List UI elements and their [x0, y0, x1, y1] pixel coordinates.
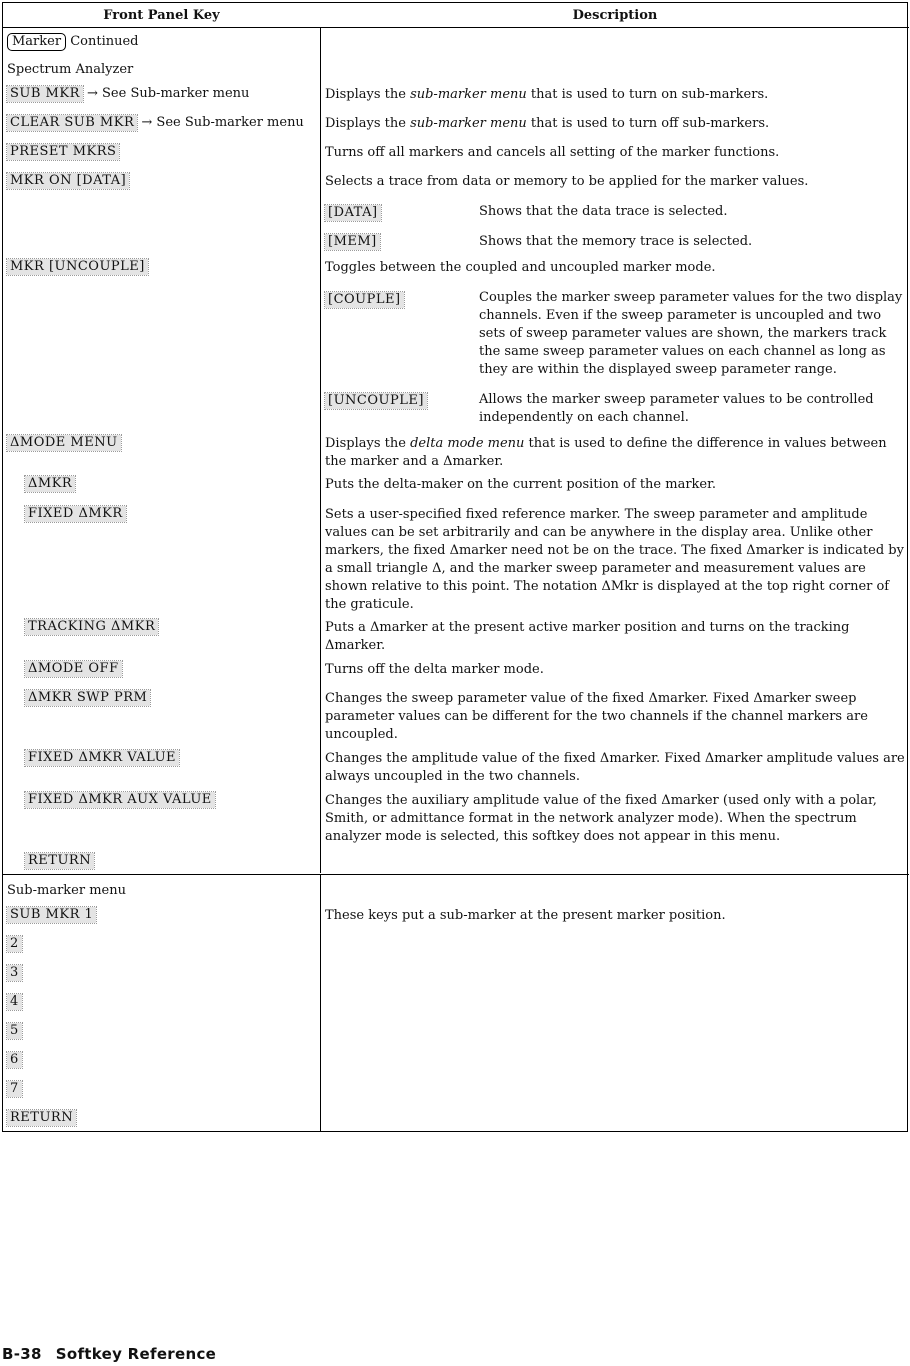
marker-hardkey[interactable]: Marker: [7, 33, 66, 51]
couple-option-description: Couples the marker sweep parameter values for the two display channels. Even if the sweep parameter is uncoupled and two sets of sweep parameter values are shown, the markers track the same sweep parameter values on each channel as long as they are within the displayed sweep parameter range.: [479, 290, 903, 377]
delta-mkr-description: Puts the delta-maker on the current position of the marker.: [325, 477, 717, 492]
delta-mode-off-softkey[interactable]: ΔMODE OFF: [25, 661, 122, 677]
mkr-uncouple-softkey[interactable]: MKR [UNCOUPLE]: [7, 259, 148, 275]
tracking-delta-mkr-softkey[interactable]: TRACKING ΔMKR: [25, 619, 158, 635]
delta-mode-menu-description: Displays the delta mode menu that is used to define the difference in values between the marker and a Δmarker.: [325, 436, 887, 469]
sub-mkr-5-softkey[interactable]: 5: [7, 1023, 22, 1039]
couple-option-key[interactable]: [COUPLE]: [325, 292, 404, 308]
section-separator: [3, 874, 909, 875]
delta-mkr-swp-prm-description: Changes the sweep parameter value of the fixed Δmarker. Fixed Δmarker sweep parameter values can be different for the two channels if the channel markers are uncoupled.: [325, 691, 868, 742]
delta-mode-menu-softkey[interactable]: ΔMODE MENU: [7, 435, 121, 451]
preset-mkrs-description: Turns off all markers and cancels all setting of the marker functions.: [325, 145, 780, 160]
softkey-table: [2, 2, 908, 1132]
mem-option-description: Shows that the memory trace is selected.: [479, 234, 753, 249]
sub-mkr-softkey[interactable]: SUB MKR: [7, 86, 83, 102]
sub-mkr-4-softkey[interactable]: 4: [7, 994, 22, 1010]
continued-label: Continued: [70, 34, 139, 49]
fixed-delta-mkr-aux-value-softkey[interactable]: FIXED ΔMKR AUX VALUE: [25, 792, 215, 808]
page-section-title: Softkey Reference: [55, 1345, 217, 1363]
sub-marker-menu-title: Sub-marker menu: [7, 883, 126, 898]
sub-mkr-description: Displays the sub-marker menu that is used to turn on sub-markers.: [325, 87, 769, 102]
column-divider: [320, 875, 321, 1131]
fixed-delta-mkr-aux-value-description: Changes the auxiliary amplitude value of the fixed Δmarker (used only with a polar, Smith, or admittance format in the network analyzer mode). When the spectrum analyzer mode is selected, this softkey does not appear in this menu.: [325, 793, 877, 844]
see-reference: → See Sub-marker menu: [141, 115, 304, 130]
sub-mkr-6-softkey[interactable]: 6: [7, 1052, 22, 1068]
key-column-header: Front Panel Key: [103, 8, 220, 23]
sub-mkr-2-softkey[interactable]: 2: [7, 936, 22, 952]
sub-mkr-1-softkey[interactable]: SUB MKR 1: [7, 907, 96, 923]
see-reference: → See Sub-marker menu: [87, 86, 250, 101]
delta-mkr-swp-prm-softkey[interactable]: ΔMKR SWP PRM: [25, 690, 150, 706]
fixed-delta-mkr-description: Sets a user-specified fixed reference marker. The sweep parameter and amplitude values can be set arbitrarily and can be anywhere in the display area. Unlike other markers, the fixed Δmarker need not be on the trace. The fixed Δmarker is indicated by a small triangle Δ, and the marker sweep parameter and measurement values are shown relative to this point. The notation ΔMkr is displayed at the top right corner of the graticule.: [325, 507, 904, 612]
data-option-description: Shows that the data trace is selected.: [479, 204, 728, 219]
clear-sub-mkr-softkey[interactable]: CLEAR SUB MKR: [7, 115, 137, 131]
mkr-on-softkey[interactable]: MKR ON [DATA]: [7, 173, 129, 189]
section-title: Spectrum Analyzer: [7, 62, 134, 77]
sub-return-softkey[interactable]: RETURN: [7, 1110, 76, 1126]
mem-option-key[interactable]: [MEM]: [325, 234, 380, 250]
page-number: B-38: [2, 1345, 42, 1363]
sub-mkr-description: These keys put a sub-marker at the present marker position.: [325, 908, 726, 923]
sub-mkr-row: [7, 86, 249, 102]
fixed-delta-mkr-softkey[interactable]: FIXED ΔMKR: [25, 506, 126, 522]
marker-hardkey-row: [7, 33, 139, 51]
page-footer: [2, 1345, 230, 1363]
data-option-key[interactable]: [DATA]: [325, 205, 381, 221]
uncouple-option-key[interactable]: [UNCOUPLE]: [325, 393, 427, 409]
fixed-delta-mkr-value-softkey[interactable]: FIXED ΔMKR VALUE: [25, 750, 179, 766]
clear-sub-mkr-row: [7, 115, 304, 131]
column-divider: [320, 28, 321, 873]
sub-mkr-3-softkey[interactable]: 3: [7, 965, 22, 981]
fixed-delta-mkr-value-description: Changes the amplitude value of the fixed Δmarker. Fixed Δmarker amplitude values are always uncoupled in the two channels.: [325, 751, 905, 784]
uncouple-option-description: Allows the marker sweep parameter values to be controlled independently on each channel.: [479, 392, 874, 425]
mkr-on-description: Selects a trace from data or memory to be applied for the marker values.: [325, 174, 809, 189]
tracking-delta-mkr-description: Puts a Δmarker at the present active marker position and turns on the tracking Δmarker.: [325, 620, 850, 653]
mkr-uncouple-description: Toggles between the coupled and uncoupled marker mode.: [325, 260, 716, 275]
clear-sub-mkr-description: Displays the sub-marker menu that is used to turn off sub-markers.: [325, 116, 770, 131]
delta-mode-off-description: Turns off the delta marker mode.: [325, 662, 544, 677]
sub-mkr-7-softkey[interactable]: 7: [7, 1081, 22, 1097]
delta-mkr-softkey[interactable]: ΔMKR: [25, 476, 75, 492]
description-column-header: Description: [572, 8, 658, 23]
return-softkey[interactable]: RETURN: [25, 853, 94, 869]
table-header: [3, 3, 909, 28]
preset-mkrs-softkey[interactable]: PRESET MKRS: [7, 144, 119, 160]
